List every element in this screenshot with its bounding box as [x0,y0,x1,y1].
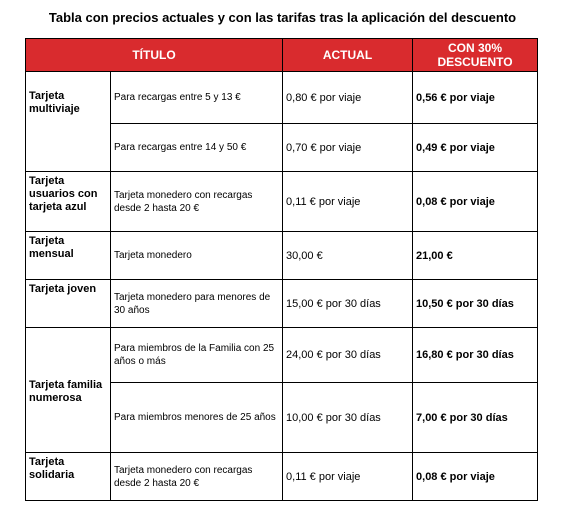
row-actual: 0,70 € por viaje [283,124,413,172]
group-name-solidaria: Tarjeta solidaria [26,453,111,501]
group-name-familia-numerosa: Tarjeta familia numerosa [26,328,111,453]
row-actual: 0,80 € por viaje [283,72,413,124]
row-discount: 0,08 € por viaje [413,453,538,501]
row-actual: 0,11 € por viaje [283,453,413,501]
row-condition: Tarjeta monedero con recargas desde 2 hasta 20 € [111,172,283,232]
header-actual: ACTUAL [283,39,413,72]
header-descuento: CON 30% DESCUENTO [413,39,538,72]
row-actual: 0,11 € por viaje [283,172,413,232]
row-condition: Tarjeta monedero [111,232,283,280]
page-title: Tabla con precios actuales y con las tarifas tras la aplicación del descuento [48,10,517,25]
header-titulo: TÍTULO [26,39,283,72]
header-row [26,39,538,72]
table-row [26,328,538,383]
group-name-multiviaje: Tarjeta multiviaje [26,72,111,172]
group-name-tarjeta-azul: Tarjeta usuarios con tarjeta azul [26,172,111,232]
row-discount: 16,80 € por 30 días [413,328,538,383]
table-row [26,453,538,501]
row-condition: Tarjeta monedero con recargas desde 2 hasta 20 € [111,453,283,501]
row-condition: Tarjeta monedero para menores de 30 años [111,280,283,328]
row-actual: 15,00 € por 30 días [283,280,413,328]
row-condition: Para miembros menores de 25 años [111,383,283,453]
group-name-joven: Tarjeta joven [26,280,111,328]
table-row [26,232,538,280]
row-condition: Para recargas entre 14 y 50 € [111,124,283,172]
row-condition: Para miembros de la Familia con 25 años o más [111,328,283,383]
row-discount: 7,00 € por 30 días [413,383,538,453]
row-discount: 0,56 € por viaje [413,72,538,124]
group-name-mensual: Tarjeta mensual [26,232,111,280]
table-row [26,172,538,232]
row-discount: 0,08 € por viaje [413,172,538,232]
row-discount: 0,49 € por viaje [413,124,538,172]
table-row [26,280,538,328]
row-condition: Para recargas entre 5 y 13 € [111,72,283,124]
row-actual: 10,00 € por 30 días [283,383,413,453]
row-discount: 21,00 € [413,232,538,280]
row-actual: 24,00 € por 30 días [283,328,413,383]
table-row [26,72,538,124]
row-actual: 30,00 € [283,232,413,280]
row-discount: 10,50 € por 30 días [413,280,538,328]
prices-table [25,38,538,501]
